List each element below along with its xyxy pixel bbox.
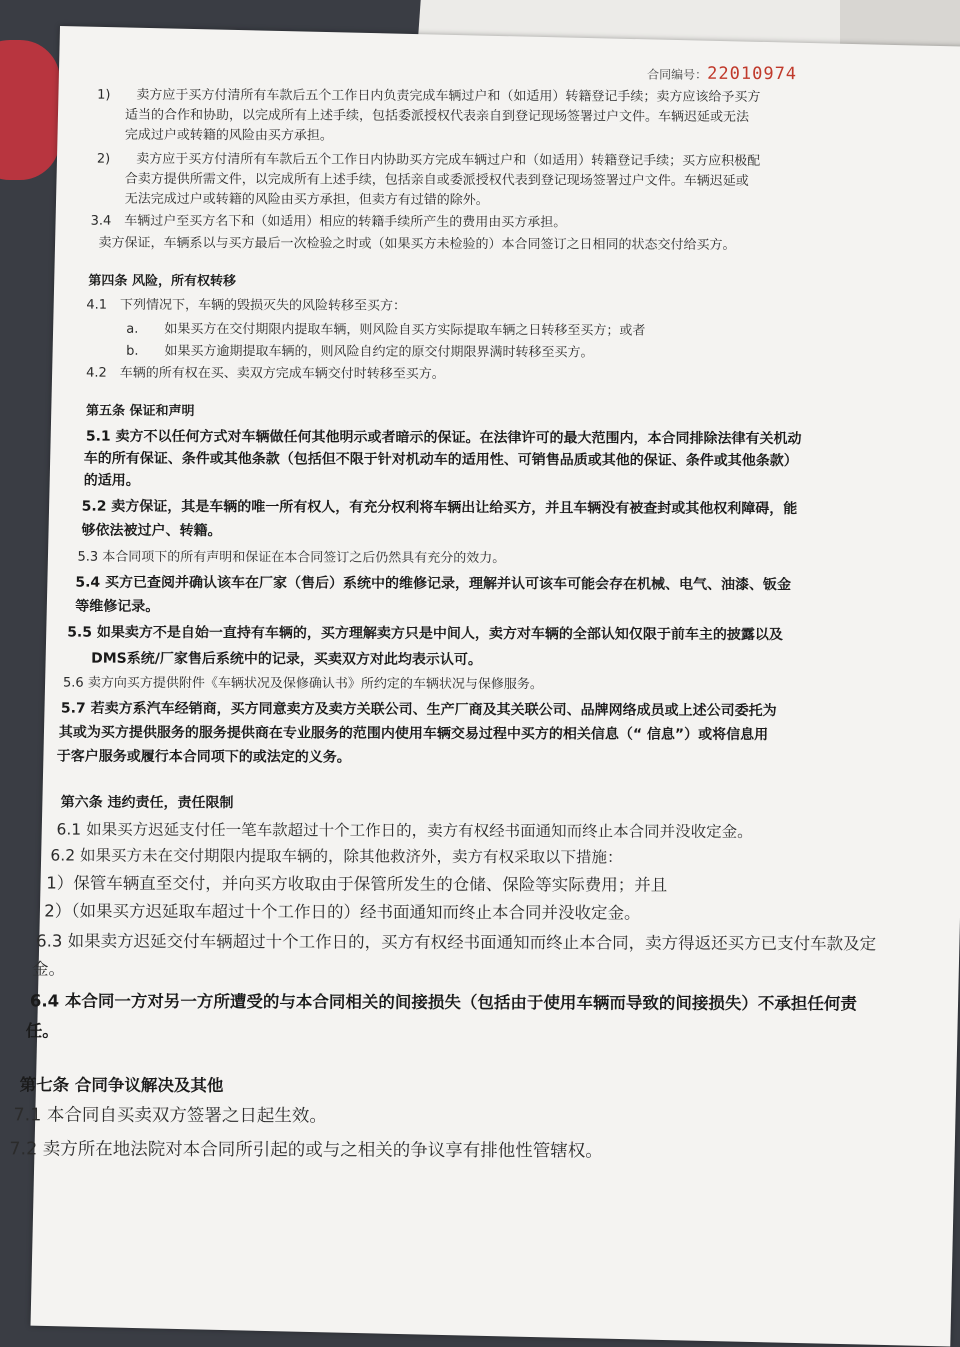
clause-5-2-line-1: 5.2 卖方保证，其是车辆的唯一所有权人，有充分权利将车辆出让给买方，并且车辆没有被查封或其他权利障碍，能 xyxy=(81,498,798,518)
clause-5-1-line-1: 5.1 卖方不以任何方式对车辆做任何其他明示或者暗示的保证。在法律许可的最大范围内，本合同排除法律有关机动 xyxy=(85,428,802,448)
clause-6-2-1: 1）保管车辆直至交付，并向买方收取由于保管所发生的仓储、保险等实际费用；并且 xyxy=(46,873,668,895)
clause-6-3-line-2: 金。 xyxy=(31,959,66,979)
contract-page xyxy=(9,62,947,1162)
clause-6-2: 6.2 如果买方未在交付期限内提取车辆的，除其他救济外，卖方有权采取以下措施： xyxy=(50,846,623,867)
contract-number-label: 合同编号： xyxy=(647,67,708,82)
article-6-heading: 第六条 违约责任，责任限制 xyxy=(60,794,234,812)
clause-5-7-line-2: 其或为买方提供服务的服务提供商在专业服务的范围内使用车辆交易过程中买方的相关信息（“ 信息”）或将信息用 xyxy=(58,724,769,744)
clause-3-3-2-line-1: 2) 卖方应于买方付清所有车款后五个工作日内协助买方完成车辆过户和（如适用）转籍登记手续；买方应积极配 xyxy=(96,151,761,169)
clause-3-3-2-line-3: 无法完成过户或转籍的风险由买方承担，但卖方有过错的除外。 xyxy=(124,191,489,209)
clause-7-2: 7.2 卖方所在地法院对本合同所引起的或与之相关的争议享有排他性管辖权。 xyxy=(9,1139,603,1162)
clause-5-7-line-1: 5.7 若卖方系汽车经销商，买方同意卖方及卖方关联公司、生产厂商及其关联公司、品牌网络成员或上述公司委托为 xyxy=(60,700,777,720)
contract-number-value: 22010974 xyxy=(707,63,798,85)
clause-4-2: 4.2 车辆的所有权在买、卖双方完成车辆交付时转移至买方。 xyxy=(86,365,445,382)
clause-7-1: 7.1 本合同自买卖双方签署之日起生效。 xyxy=(13,1105,327,1127)
clause-5-2-line-2: 够依法被过户、转籍。 xyxy=(81,522,222,540)
article-7-heading: 第七条 合同争议解决及其他 xyxy=(19,1075,224,1096)
clause-5-5-line-2: DMS系统/厂家售后系统中的记录，买卖双方对此均表示认可。 xyxy=(91,650,482,669)
clause-3-4: 3.4 车辆过户至买方名下和（如适用）相应的转籍手续所产生的费用由买方承担。 xyxy=(90,213,567,231)
clause-3-5: 卖方保证，车辆系以与买方最后一次检验之时或（如果买方未检验的）本合同签订之日相同的状态交付给买方。 xyxy=(98,235,736,253)
article-5-heading: 第五条 保证和声明 xyxy=(85,403,195,420)
clause-5-4-line-2: 等维修记录。 xyxy=(75,598,160,615)
clause-4-1-a: a. 如果买方在交付期限内提取车辆，则风险自买方实际提取车辆之日转移至买方；或者 xyxy=(126,321,646,339)
clause-5-1-line-3: 的适用。 xyxy=(83,472,140,489)
clause-5-3: 5.3 本合同项下的所有声明和保证在本合同签订之后仍然具有充分的效力。 xyxy=(77,549,506,567)
clause-6-1: 6.1 如果买方迟延支付任一笔车款超过十个工作日的，卖方有权经书面通知而终止本合同并没收定金。 xyxy=(56,820,753,841)
contract-number xyxy=(647,64,797,85)
clause-6-4-line-1: 6.4 本合同一方对另一方所遭受的与本合同相关的间接损失（包括由于使用车辆而导致的间接损失）不承担任何责 xyxy=(29,991,857,1014)
clause-5-5-line-1: 5.5 如果卖方不是自始一直持有车辆的，买方理解卖方只是中间人，卖方对车辆的全部认知仅限于前车主的披露以及 xyxy=(67,624,783,644)
clause-3-3-1-line-2: 适当的合作和协助，以完成所有上述手续，包括委派授权代表亲自到登记现场签署过户文件。车辆迟延或无法 xyxy=(124,107,750,125)
background-red-object xyxy=(0,40,60,180)
clause-5-7-line-3: 于客户服务或履行本合同项下的或法定的义务。 xyxy=(56,748,351,766)
clause-5-6: 5.6 卖方向买方提供附件《车辆状况及保修确认书》所约定的车辆状况与保修服务。 xyxy=(63,675,543,693)
clause-6-4-line-2: 任。 xyxy=(25,1021,59,1041)
clause-5-4-line-1: 5.4 买方已查阅并确认该车在厂家（售后）系统中的维修记录，理解并认可该车可能会存在机械、电气、油漆、钣金 xyxy=(75,574,792,594)
clause-6-3-line-1: 6.3 如果卖方迟延交付车辆超过十个工作日的，买方有权经书面通知而终止本合同，卖方得返还买方已支付车款及定 xyxy=(36,931,877,954)
clause-6-2-2: 2）（如果买方迟延取车超过十个工作日的）经书面通知而终止本合同并没收定金。 xyxy=(44,901,641,923)
clause-3-3-2-line-2: 合卖方提供所需文件，以完成所有上述手续，包括亲自或委派授权代表到登记现场签署过户文件。车辆迟延或 xyxy=(124,171,749,189)
clause-4-1: 4.1 下列情况下，车辆的毁损灭失的风险转移至买方： xyxy=(86,297,407,314)
clause-4-1-b: b. 如果买方逾期提取车辆的，则风险自约定的原交付期限界满时转移至买方。 xyxy=(126,343,594,361)
clause-5-1-line-2: 车的所有保证、条件或其他条款（包括但不限于针对机动车的适用性、可销售品质或其他的保证、条件或其他条款） xyxy=(83,450,798,470)
clause-3-3-1-line-1: 1) 卖方应于买方付清所有车款后五个工作日内负责完成车辆过户和（如适用）转籍登记手续；卖方应该给予买方 xyxy=(97,87,761,105)
contract-sheet xyxy=(9,26,960,1347)
clause-3-3-1-line-3: 完成过户或转籍的风险由买方承担。 xyxy=(124,127,333,144)
article-4-heading: 第四条 风险，所有权转移 xyxy=(88,273,236,290)
